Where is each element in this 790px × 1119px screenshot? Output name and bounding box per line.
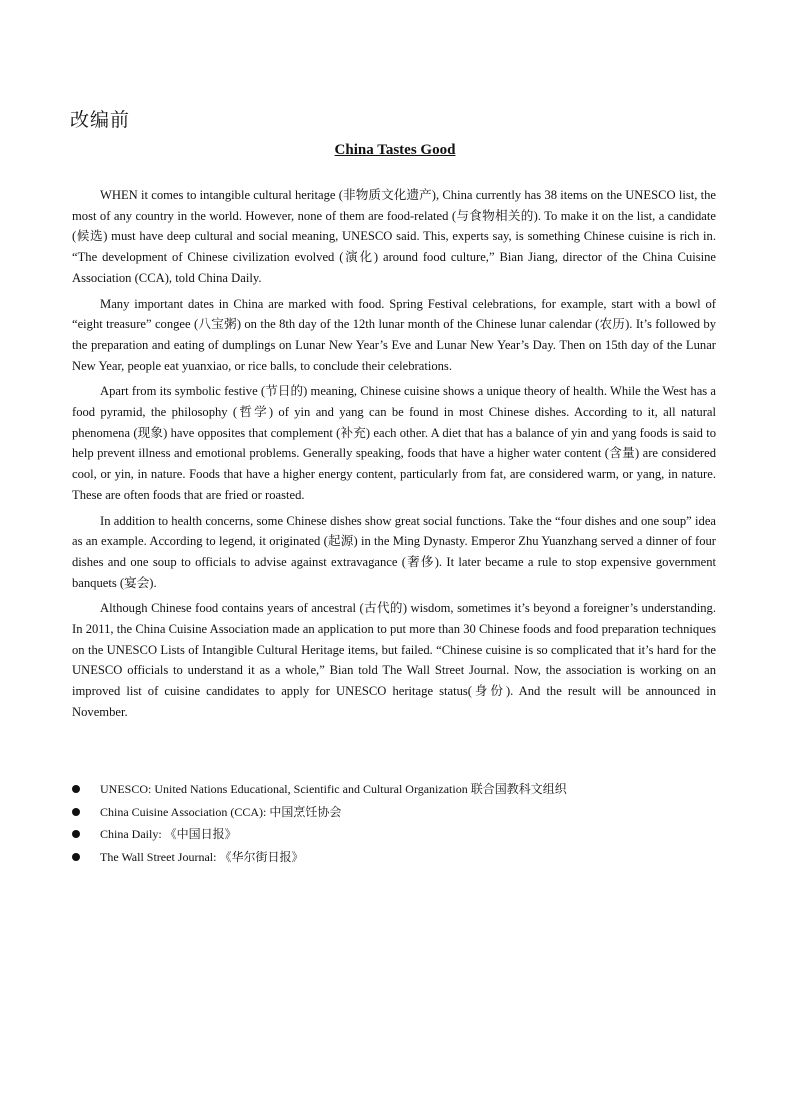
bullet-icon [72, 853, 80, 861]
list-item [72, 802, 716, 825]
note-text: UNESCO: United Nations Educational, Scientific and Cultural Organization 联合国教科文组织 [100, 782, 567, 796]
note-text: The Wall Street Journal: 《华尔街日报》 [100, 849, 304, 864]
section-label: 改编前 [70, 110, 131, 131]
list-item [72, 847, 716, 870]
glossary-notes [72, 779, 716, 869]
paragraph: In addition to health concerns, some Chinese dishes show great social functions. Take the “four dishes and one soup” idea as an example. According to legend, it originated (起源) in the Ming Dynasty. Emperor Zhu Yuanzhang served a dinner of four dishes and one soup to officials to advise against extravagance (奢侈). It later became a rule to stop expensive government banquets (宴会). [72, 513, 716, 590]
list-item [72, 779, 716, 802]
bullet-icon [72, 830, 80, 838]
paragraph: Although Chinese food contains years of ancestral (古代的) wisdom, sometimes it’s beyond a foreigner’s understanding. In 2011, the China Cuisine Association made an application to put more than 30 Chinese foods and food preparation techniques on the UNESCO Lists of Intangible Cultural Heritage items, but failed. “Chinese cuisine is so complicated that it’s hard for the UNESCO officials to understand it as a whole,” Bian told The Wall Street Journal. Now, the association is working on an improved list of cuisine candidates to apply for UNESCO heritage status(身份). And the result will be announced in November. [72, 601, 716, 719]
paragraph: Apart from its symbolic festive (节日的) meaning, Chinese cuisine shows a unique theory of health. While the West has a food pyramid, the philosophy (哲学) of yin and yang can be found in most Chinese dishes. According to it, all natural phenomena (现象) have opposites that complement (补充) each other. A diet that has a balance of yin and yang foods is said to help prevent illness and emotional problems. Generally speaking, foods that have a higher water content (含量) are considered cool, or yin, in nature. Foods that have a higher energy content, particularly from fat, are considered warm, or yang, in nature. These are often foods that are fried or roasted. [72, 384, 716, 502]
bullet-icon [72, 808, 80, 816]
paragraph: Many important dates in China are marked with food. Spring Festival celebrations, for example, start with a bowl of “eight treasure” congee (八宝粥) on the 8th day of the 12th lunar month of the Chinese lunar calendar (农历). It’s followed by the preparation and eating of dumplings on Lunar New Year’s Eve and Lunar New Year’s Day. Then on 15th day of the Lunar New Year, people eat yuanxiao, or rice balls, to conclude their celebrations. [72, 296, 716, 373]
bullet-icon [72, 785, 80, 793]
list-item [72, 824, 716, 847]
article-title: China Tastes Good [334, 142, 456, 158]
note-text: China Daily: 《中国日报》 [100, 827, 237, 841]
note-text: China Cuisine Association (CCA): 中国烹饪协会 [100, 804, 342, 819]
paragraph: WHEN it comes to intangible cultural heritage (非物质文化遗产), China currently has 38 items on the UNESCO list, the most of any country in the world. However, none of them are food-related (与食物相关的). To make it on the list, a candidate (候选) must have deep cultural and social meaning, UNESCO said. This, experts say, is something Chinese cuisine is rich in. “The development of Chinese civilization evolved (演化) around food culture,” Bian Jiang, director of the China Cuisine Association (CCA), told China Daily. [72, 188, 716, 285]
article-body [72, 185, 716, 723]
